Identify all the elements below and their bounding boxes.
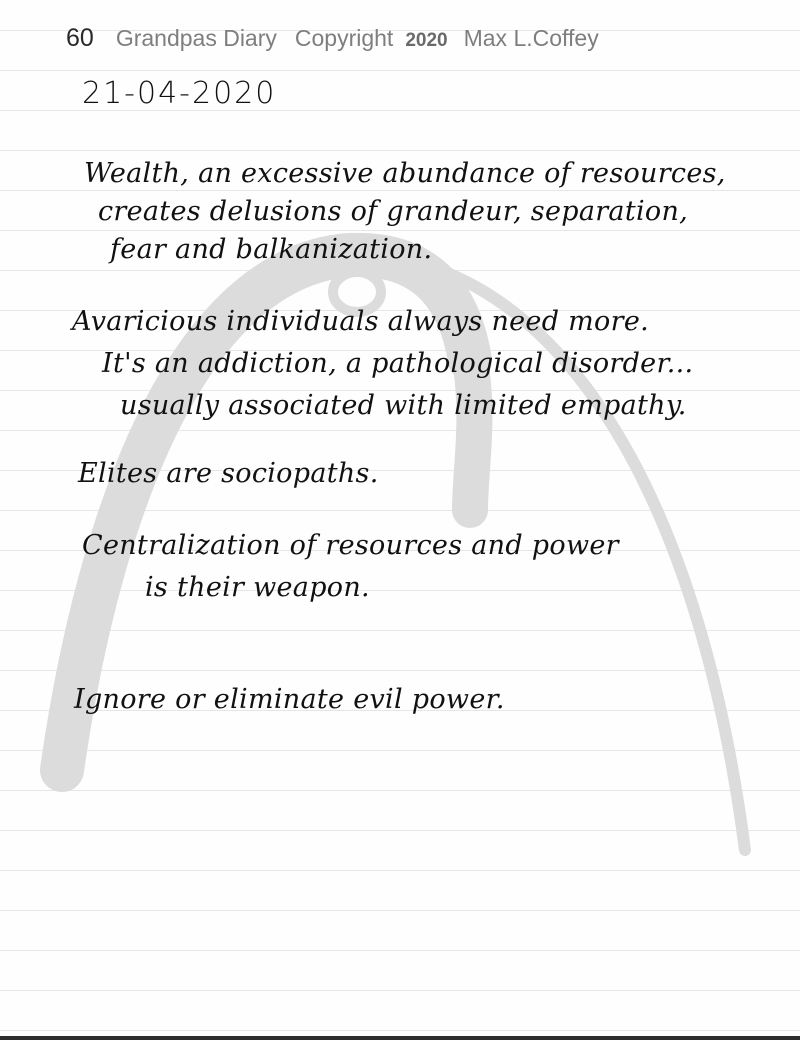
entry-line: fear and balkanization. [110, 234, 433, 265]
entry-line: Wealth, an excessive abundance of resources, [84, 158, 726, 189]
page-number: 60 [66, 24, 94, 52]
entry-line: is their weapon. [145, 572, 370, 603]
entry-line: usually associated with limited empathy. [120, 390, 687, 421]
diary-title: Grandpas Diary [115, 25, 277, 51]
entry-line: Elites are sociopaths. [78, 458, 379, 489]
entry-line: Ignore or eliminate evil power. [74, 684, 505, 715]
copyright-year: 2020 [405, 30, 448, 51]
page-header [66, 24, 599, 56]
entry-line: Centralization of resources and power [82, 530, 619, 561]
entry-line: Avaricious individuals always need more. [72, 306, 649, 337]
entry-line: It's an addiction, a pathological disorder... [102, 348, 694, 379]
page-bottom-edge [0, 1036, 800, 1040]
author-name: Max L.Coffey [463, 25, 599, 51]
entry-date: 21-04-2020 [82, 76, 277, 111]
copyright-label: Copyright [294, 25, 394, 51]
entry-line: creates delusions of grandeur, separation, [98, 196, 689, 227]
